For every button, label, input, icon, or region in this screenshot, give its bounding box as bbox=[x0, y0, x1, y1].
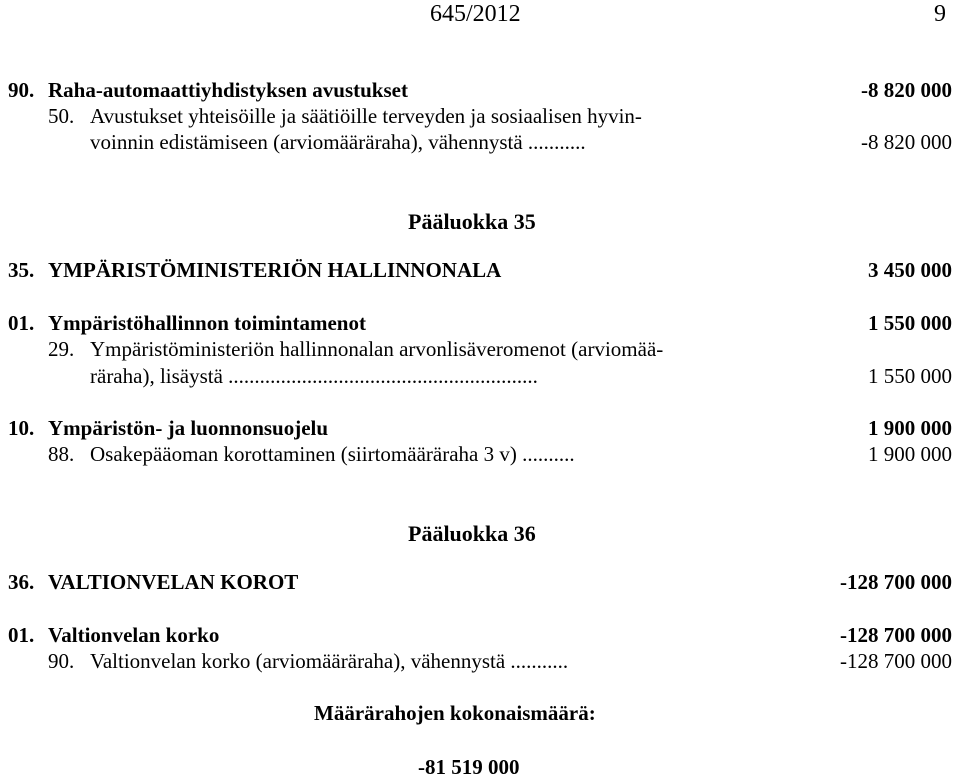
item-amount: 1 900 000 bbox=[868, 442, 952, 466]
main-class-title: Ympäristön- ja luonnonsuojelu bbox=[48, 416, 329, 440]
main-class-amount: -128 700 000 bbox=[840, 623, 952, 647]
department-amount: -128 700 000 bbox=[840, 570, 952, 594]
total-amount: -81 519 000 bbox=[418, 755, 520, 779]
total-label: Määrärahojen kokonaismäärä: bbox=[314, 701, 596, 725]
main-class-code: 10. bbox=[8, 416, 35, 440]
item-code: 29. bbox=[48, 337, 75, 361]
section-heading-35: Pääluokka 35 bbox=[408, 209, 536, 234]
item-amount: 1 550 000 bbox=[868, 364, 952, 388]
main-class-amount: 1 550 000 bbox=[868, 311, 952, 335]
main-class-code: 01. bbox=[8, 311, 35, 335]
department-title: YMPÄRISTÖMINISTERIÖN HALLINNONALA bbox=[48, 258, 502, 282]
department-code: 36. bbox=[8, 570, 35, 594]
item-text: Osakepääoman korottaminen (siirtomääräraha 3 v) .......... bbox=[90, 442, 575, 466]
item-amount: -128 700 000 bbox=[840, 649, 952, 673]
item-text-line2: voinnin edistämiseen (arviomääräraha), vähennystä ........... bbox=[90, 130, 586, 154]
department-title: VALTIONVELAN KOROT bbox=[48, 570, 299, 594]
main-class-title: Ympäristöhallinnon toimintamenot bbox=[48, 311, 366, 335]
page-number: 9 bbox=[934, 1, 946, 27]
main-class-code: 90. bbox=[8, 78, 35, 102]
item-text-line1: Ympäristöministeriön hallinnonalan arvonlisäveromenot (arviomää- bbox=[90, 337, 664, 361]
department-amount: 3 450 000 bbox=[868, 258, 952, 282]
document-number: 645/2012 bbox=[430, 1, 521, 27]
department-code: 35. bbox=[8, 258, 35, 282]
main-class-amount: -8 820 000 bbox=[861, 78, 952, 102]
main-class-title: Raha-automaattiyhdistyksen avustukset bbox=[48, 78, 408, 102]
item-text: Valtionvelan korko (arviomääräraha), vähennystä ........... bbox=[90, 649, 569, 673]
item-code: 90. bbox=[48, 649, 75, 673]
section-heading-36: Pääluokka 36 bbox=[408, 521, 536, 546]
item-text-line2: räraha), lisäystä ........................................................... bbox=[90, 364, 538, 388]
item-amount: -8 820 000 bbox=[861, 130, 952, 154]
main-class-code: 01. bbox=[8, 623, 35, 647]
main-class-title: Valtionvelan korko bbox=[48, 623, 220, 647]
item-code: 88. bbox=[48, 442, 75, 466]
item-text-line1: Avustukset yhteisöille ja säätiöille terveyden ja sosiaalisen hyvin- bbox=[90, 104, 642, 128]
item-code: 50. bbox=[48, 104, 75, 128]
main-class-amount: 1 900 000 bbox=[868, 416, 952, 440]
